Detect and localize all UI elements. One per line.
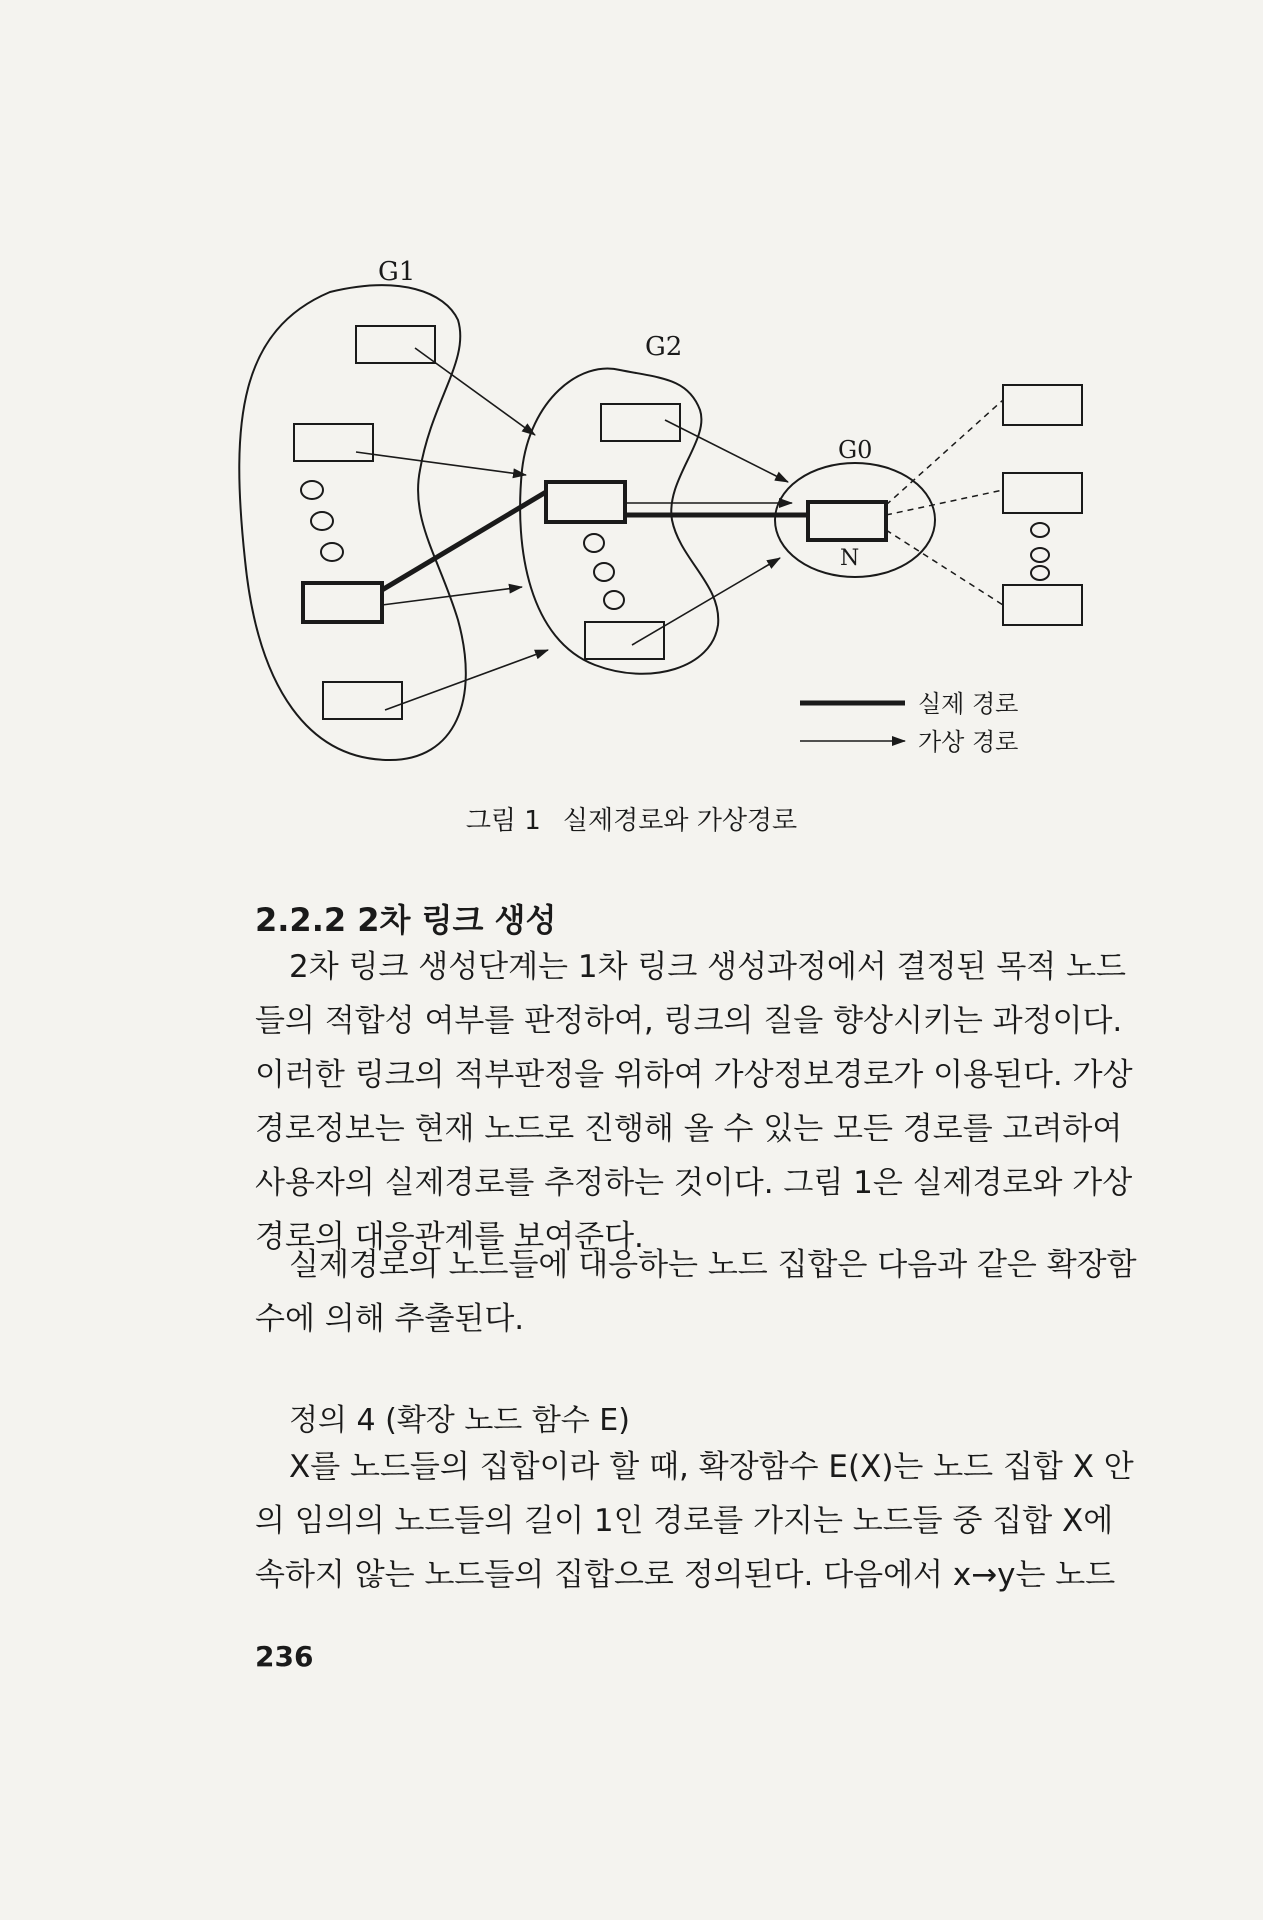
virtual-path-arrow bbox=[356, 452, 526, 475]
virtual-path-arrow bbox=[632, 558, 780, 645]
next-node-top bbox=[1003, 385, 1082, 425]
text-line: 경로의 대응관계를 보여준다. bbox=[255, 1219, 644, 1255]
text-line: 이러한 링크의 적부판정을 위하여 가상정보경로가 이용된다. 가상 bbox=[255, 1057, 1133, 1093]
node-n-label: N bbox=[840, 546, 860, 571]
figure-caption bbox=[0, 800, 1263, 837]
g2-node-bottom bbox=[585, 622, 664, 659]
g2-ellipsis-dot bbox=[604, 591, 624, 609]
path-diagram bbox=[0, 0, 1263, 800]
g1-node-actual bbox=[303, 583, 382, 622]
g2-node-actual bbox=[546, 482, 625, 522]
section-title: 2차 링크 생성 bbox=[357, 901, 557, 939]
figure-1 bbox=[0, 0, 1263, 800]
g2-ellipsis-dot bbox=[584, 534, 604, 552]
label-g2: G2 bbox=[645, 332, 683, 362]
caption-text: 실제경로와 가상경로 bbox=[562, 806, 798, 836]
text-line: 실제경로의 노드들에 대응하는 노드 집합은 다음과 같은 확장함 bbox=[289, 1247, 1137, 1283]
g1-ellipsis-dot bbox=[311, 512, 333, 530]
virtual-path-arrow bbox=[385, 650, 548, 710]
g1-ellipsis-dot bbox=[321, 543, 343, 561]
paragraph-2 bbox=[255, 1238, 1137, 1346]
text-line: 2차 링크 생성단계는 1차 링크 생성과정에서 결정된 목적 노드 bbox=[289, 949, 1126, 985]
paragraph-1 bbox=[255, 940, 1133, 1264]
legend-virtual-label: 가상 경로 bbox=[918, 728, 1019, 756]
candidate-link bbox=[886, 490, 1003, 515]
g1-ellipsis-dot bbox=[301, 481, 323, 499]
g0-node-n bbox=[808, 502, 886, 540]
group-g1-region bbox=[239, 285, 466, 760]
section-number: 2.2.2 bbox=[255, 901, 347, 939]
text-line: 사용자의 실제경로를 추정하는 것이다. 그림 1은 실제경로와 가상 bbox=[255, 1165, 1133, 1201]
g1-node-bottom bbox=[323, 682, 402, 719]
next-node-bottom bbox=[1003, 585, 1082, 625]
candidate-link bbox=[886, 530, 1003, 605]
text-line: 속하지 않는 노드들의 집합으로 정의된다. 다음에서 x→y는 노드 bbox=[255, 1557, 1116, 1593]
section-heading bbox=[255, 895, 556, 941]
g2-node-top bbox=[601, 404, 680, 441]
text-line: 들의 적합성 여부를 판정하여, 링크의 질을 향상시키는 과정이다. bbox=[255, 1003, 1123, 1039]
caption-number: 그림 1 bbox=[465, 806, 541, 836]
text-line: 의 임의의 노드들의 길이 1인 경로를 가지는 노드들 중 집합 X에 bbox=[255, 1503, 1114, 1539]
next-ellipsis-dot bbox=[1031, 548, 1049, 562]
label-g1: G1 bbox=[378, 257, 416, 287]
label-g0: G0 bbox=[838, 436, 873, 464]
next-node-mid bbox=[1003, 473, 1082, 513]
g1-node-top bbox=[356, 326, 435, 363]
text-line: 수에 의해 추출된다. bbox=[255, 1301, 525, 1337]
candidate-link bbox=[886, 400, 1003, 505]
legend-actual-label: 실제 경로 bbox=[918, 690, 1019, 718]
page-number: 236 bbox=[255, 1640, 314, 1673]
next-ellipsis-dot bbox=[1031, 566, 1049, 580]
definition-title: 정의 4 (확장 노드 함수 E) bbox=[289, 1403, 630, 1438]
g1-node-mid bbox=[294, 424, 373, 461]
next-ellipsis-dot bbox=[1031, 523, 1049, 537]
definition-body bbox=[255, 1440, 1134, 1602]
text-line: X를 노드들의 집합이라 할 때, 확장함수 E(X)는 노드 집합 X 안 bbox=[289, 1449, 1134, 1485]
virtual-path-arrow bbox=[665, 420, 788, 482]
text-line: 경로정보는 현재 노드로 진행해 올 수 있는 모든 경로를 고려하여 bbox=[255, 1111, 1123, 1147]
g2-ellipsis-dot bbox=[594, 563, 614, 581]
